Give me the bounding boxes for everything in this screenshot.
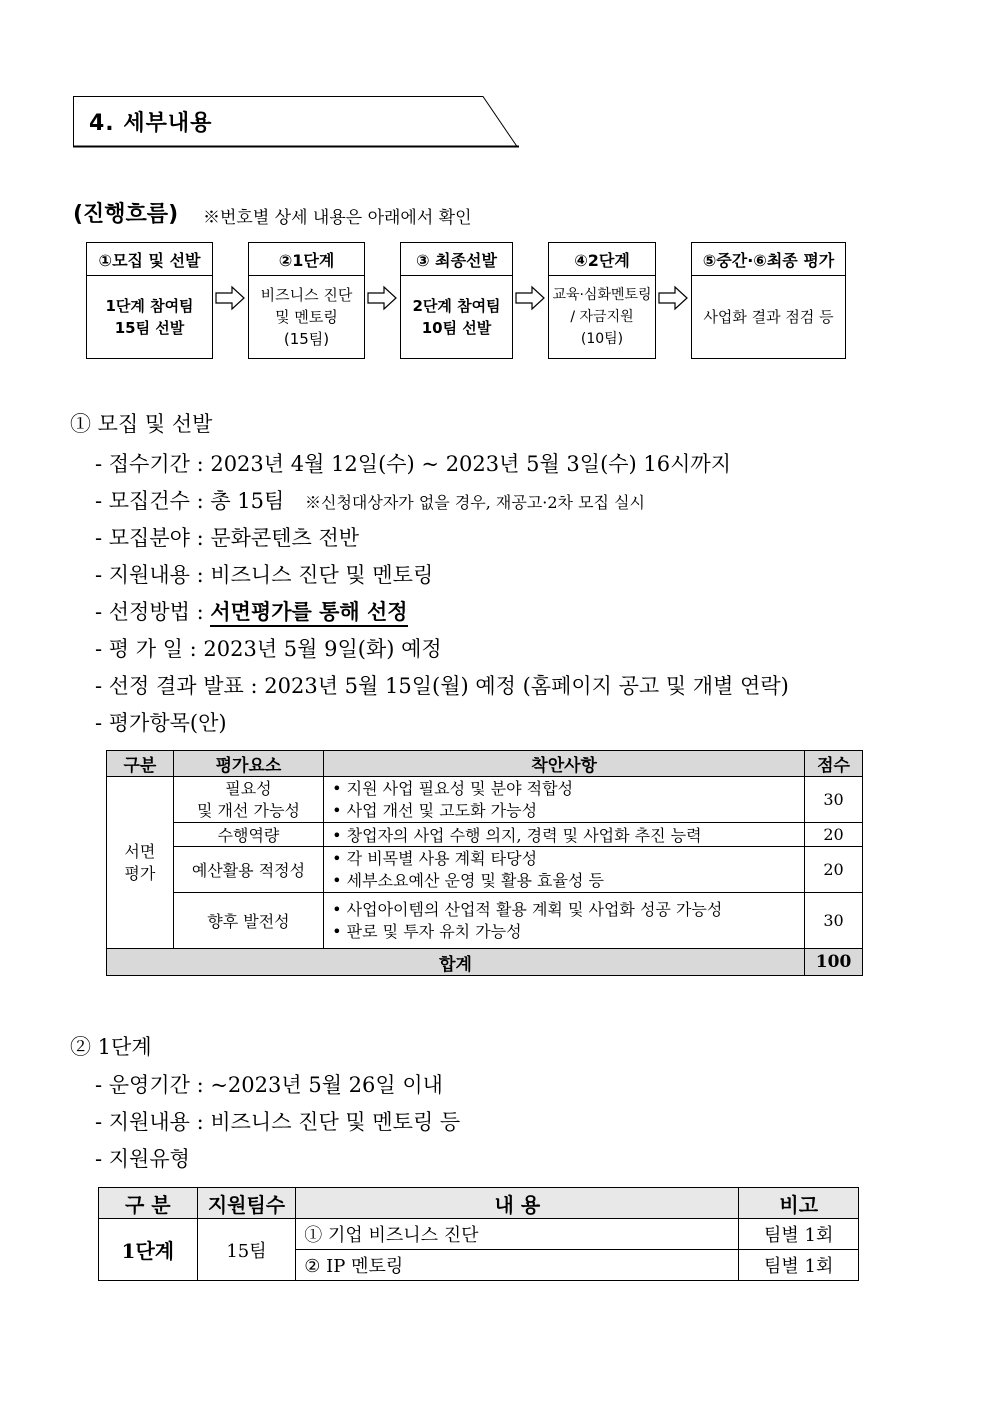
- arrow-right-icon: [515, 285, 545, 311]
- stage-note: 팀별 1회: [739, 1250, 859, 1281]
- stage-content: ① 기업 비즈니스 진단: [296, 1219, 739, 1250]
- table-row: [99, 1219, 859, 1250]
- flow-step-head: ③ 최종선발: [401, 243, 512, 276]
- eval-point: • 사업 개선 및 고도화 가능성: [332, 800, 538, 820]
- eval-element: 예산활용 적정성: [173, 847, 323, 893]
- section-header: [73, 96, 518, 147]
- section-title: 4. 세부내용: [89, 111, 213, 136]
- part1-item: [95, 485, 645, 515]
- eval-element: 필요성 및 개선 가능성: [173, 777, 323, 823]
- part1-item: [95, 596, 408, 626]
- part2-item: - 지원유형: [95, 1147, 190, 1171]
- eval-category: 서면 평가: [107, 777, 174, 949]
- eval-score: 30: [805, 893, 863, 949]
- eval-point: • 지원 사업 필요성 및 분야 적합성: [332, 778, 574, 798]
- part1-item: - 선정 결과 발표 : 2023년 5월 15일(월) 예정 (홈페이지 공고 및 개별 연락): [95, 674, 789, 698]
- flow-title: (진행흐름): [73, 202, 179, 227]
- flow-step-head: ②1단계: [249, 243, 364, 276]
- part1-item: - 지원내용 : 비즈니스 진단 및 멘토링: [95, 563, 434, 587]
- part1-item: - 평 가 일 : 2023년 5월 9일(화) 예정: [95, 637, 442, 661]
- stage-teams: 15팀: [197, 1219, 296, 1281]
- part2-heading: ② 1단계: [70, 1035, 152, 1059]
- total-label: 합계: [107, 949, 805, 976]
- part1-item: - 모집분야 : 문화콘텐츠 전반: [95, 526, 360, 550]
- eval-point: • 세부소요예산 운영 및 활용 효율성 등: [332, 870, 604, 890]
- arrow-right-icon: [215, 285, 245, 311]
- table-header: 평가요소: [173, 751, 323, 777]
- table-header: 구 분: [99, 1188, 198, 1219]
- flow-step-5: [691, 242, 846, 359]
- flow-note: ※번호별 상세 내용은 아래에서 확인: [203, 208, 472, 228]
- flow-step-text: 비즈니스 진단: [260, 286, 353, 304]
- part1-item: - 평가항목(안): [95, 711, 227, 735]
- part2-item: - 운영기간 : ~2023년 5월 26일 이내: [95, 1073, 443, 1097]
- flow-step-text: 10팀 선발: [421, 319, 492, 337]
- flow-step-4: [548, 242, 656, 359]
- table-header: 구분: [107, 751, 174, 777]
- flow-step-text: 15팀 선발: [114, 319, 185, 337]
- table-row: [107, 823, 863, 847]
- table-header: 지원팀수: [197, 1188, 296, 1219]
- recruit-note: ※신청대상자가 없을 경우, 재공고·2차 모집 실시: [305, 493, 645, 512]
- eval-point: • 각 비목별 사용 계획 타당성: [332, 848, 538, 868]
- part1-item-text: - 선정방법 :: [95, 600, 204, 624]
- total-score: 100: [805, 949, 863, 976]
- table-total-row: [107, 949, 863, 976]
- eval-point: • 창업자의 사업 수행 의지, 경력 및 사업화 추진 능력: [332, 826, 702, 845]
- part1-item: - 접수기간 : 2023년 4월 12일(수) ~ 2023년 5월 3일(수) 16시까지: [95, 452, 731, 476]
- part2-item: - 지원내용 : 비즈니스 진단 및 멘토링 등: [95, 1110, 461, 1134]
- arrow-right-icon: [367, 285, 397, 311]
- arrow-right-icon: [658, 285, 688, 311]
- flow-step-text: 사업화 결과 점검 등: [703, 308, 834, 326]
- selection-method: 서면평가를 통해 선정: [210, 599, 407, 627]
- table-header: 착안사항: [324, 751, 805, 777]
- flow-step-text: 1단계 참여팀: [105, 297, 194, 315]
- flow-step-text: (15팀): [283, 330, 330, 348]
- eval-element: 수행역량: [173, 823, 323, 847]
- flow-step-text: (10팀): [580, 331, 624, 347]
- table-row: [107, 893, 863, 949]
- flow-step-head: ⑤중간·⑥최종 평가: [692, 243, 845, 276]
- table-header: 점수: [805, 751, 863, 777]
- eval-score: 30: [805, 777, 863, 823]
- part1-item-text: - 모집건수 : 총 15팀: [95, 489, 285, 513]
- stage-content: ② IP 멘토링: [296, 1250, 739, 1281]
- stage-name: 1단계: [99, 1219, 198, 1281]
- eval-score: 20: [805, 823, 863, 847]
- stage-note: 팀별 1회: [739, 1219, 859, 1250]
- flow-step-2: [248, 242, 365, 359]
- eval-score: 20: [805, 847, 863, 893]
- flow-step-text: 2단계 참여팀: [412, 297, 501, 315]
- evaluation-table: [106, 750, 863, 976]
- flow-step-text: / 자금지원: [570, 309, 634, 325]
- table-header: 비고: [739, 1188, 859, 1219]
- support-type-table: [98, 1187, 859, 1281]
- flow-step-head: ①모집 및 선발: [87, 243, 212, 276]
- table-row: [107, 847, 863, 893]
- table-row: [107, 777, 863, 823]
- flow-step-head: ④2단계: [549, 243, 655, 276]
- flow-step-3: [400, 242, 513, 359]
- eval-point: • 판로 및 투자 유치 가능성: [332, 921, 522, 941]
- eval-point: • 사업아이템의 산업적 활용 계획 및 사업화 성공 가능성: [332, 899, 723, 919]
- flow-step-text: 및 멘토링: [275, 308, 338, 326]
- table-header: 내 용: [296, 1188, 739, 1219]
- flow-step-text: 교육·심화멘토링: [552, 287, 652, 303]
- eval-element: 향후 발전성: [173, 893, 323, 949]
- flow-step-1: [86, 242, 213, 359]
- part1-heading: ① 모집 및 선발: [70, 412, 213, 436]
